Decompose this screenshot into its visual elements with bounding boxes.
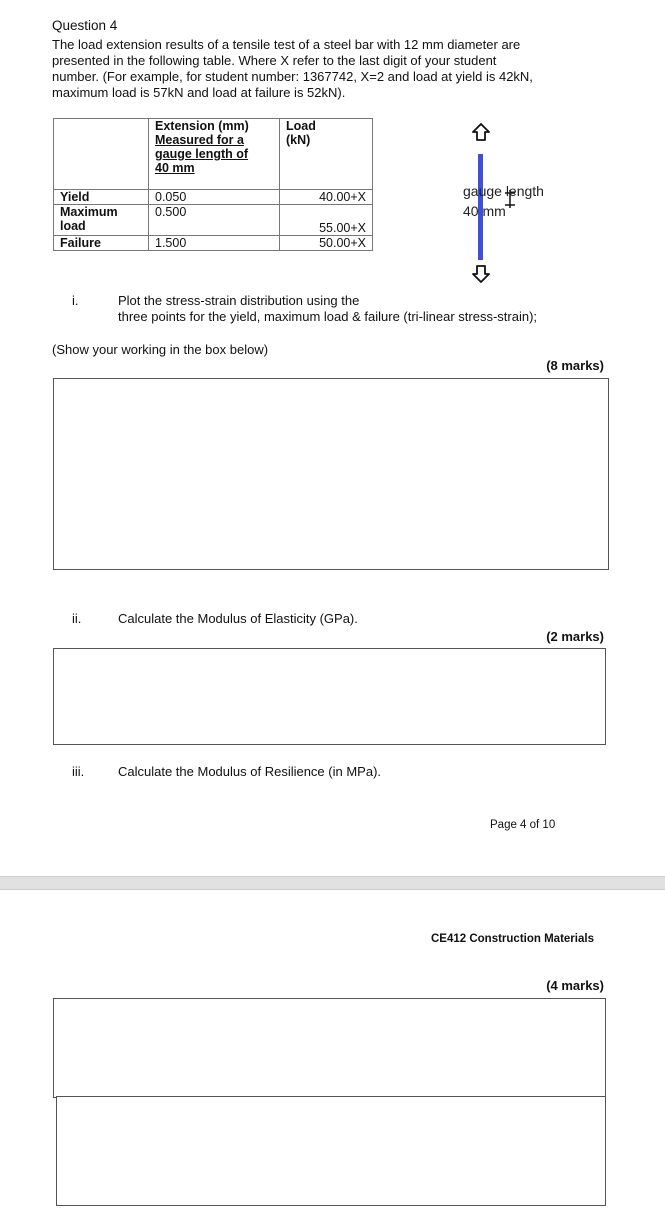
page-break-separator	[0, 876, 665, 890]
part-ii-text: Calculate the Modulus of Elasticity (GPa).	[118, 611, 358, 626]
header-extension	[149, 119, 280, 190]
load-extension-table	[53, 118, 373, 251]
intro-line: The load extension results of a tensile test of a steel bar with 12 mm diameter are	[52, 37, 521, 52]
row-extension: 0.050	[149, 190, 280, 205]
table-row	[54, 236, 373, 251]
answer-box-iii-bottom[interactable]	[56, 1096, 606, 1206]
part-ii-marks: (2 marks)	[546, 629, 604, 644]
answer-box-ii[interactable]	[53, 648, 606, 745]
header-load-unit: (kN)	[286, 133, 311, 147]
arrow-down-icon	[473, 266, 489, 282]
header-load	[280, 119, 373, 190]
row-label-line: load	[60, 219, 86, 233]
part-i-line: three points for the yield, maximum load & failure (tri-linear stress-strain);	[118, 309, 538, 324]
row-extension: 0.500	[149, 205, 280, 236]
part-iii-numeral: iii.	[72, 764, 85, 779]
part-i-numeral: i.	[72, 293, 79, 308]
part-ii-numeral: ii.	[72, 611, 82, 626]
answer-box-iii-top[interactable]	[53, 998, 606, 1098]
row-extension: 1.500	[149, 236, 280, 251]
part-i-text	[118, 293, 537, 325]
page-number: Page 4 of 10	[490, 819, 556, 831]
table-row	[54, 205, 373, 236]
header-extension-sub: gauge length of	[155, 147, 249, 161]
row-load: 50.00+X	[280, 236, 373, 251]
gauge-label-line: gauge length	[463, 183, 544, 199]
row-label	[54, 205, 149, 236]
header-load-title: Load	[286, 119, 316, 133]
part-iii-text: Calculate the Modulus of Resilience (in MPa).	[118, 764, 382, 779]
answer-box-i[interactable]	[53, 378, 609, 570]
working-note: (Show your working in the box below)	[52, 342, 269, 357]
question-intro	[52, 37, 612, 101]
gauge-length-label	[463, 181, 544, 221]
row-load: 40.00+X	[280, 190, 373, 205]
intro-line: number. (For example, for student number: 1367742, X=2 and load at yield is 42kN,	[52, 69, 533, 84]
header-extension-sub: 40 mm	[155, 161, 195, 175]
row-label-line: Maximum	[60, 205, 118, 219]
row-load: 55.00+X	[280, 205, 373, 236]
intro-line: presented in the following table. Where X refer to the last digit of your student	[52, 53, 497, 68]
row-label: Failure	[54, 236, 149, 251]
part-i-line: Plot the stress-strain distribution using the	[118, 293, 360, 308]
row-label: Yield	[54, 190, 149, 205]
table-header-row	[54, 119, 373, 190]
part-iii-marks: (4 marks)	[546, 978, 604, 993]
arrow-up-icon	[473, 124, 489, 140]
question-title: Question 4	[52, 18, 118, 33]
course-header: CE412 Construction Materials	[431, 933, 594, 945]
table-corner-cell	[54, 119, 149, 190]
part-i-marks: (8 marks)	[546, 358, 604, 373]
header-extension-sub: Measured for a	[155, 133, 244, 147]
gauge-label-value: 40 mm	[463, 203, 506, 219]
intro-line: maximum load is 57kN and load at failure is 52kN).	[52, 85, 346, 100]
table-row	[54, 190, 373, 205]
header-extension-title: Extension (mm)	[155, 119, 249, 133]
